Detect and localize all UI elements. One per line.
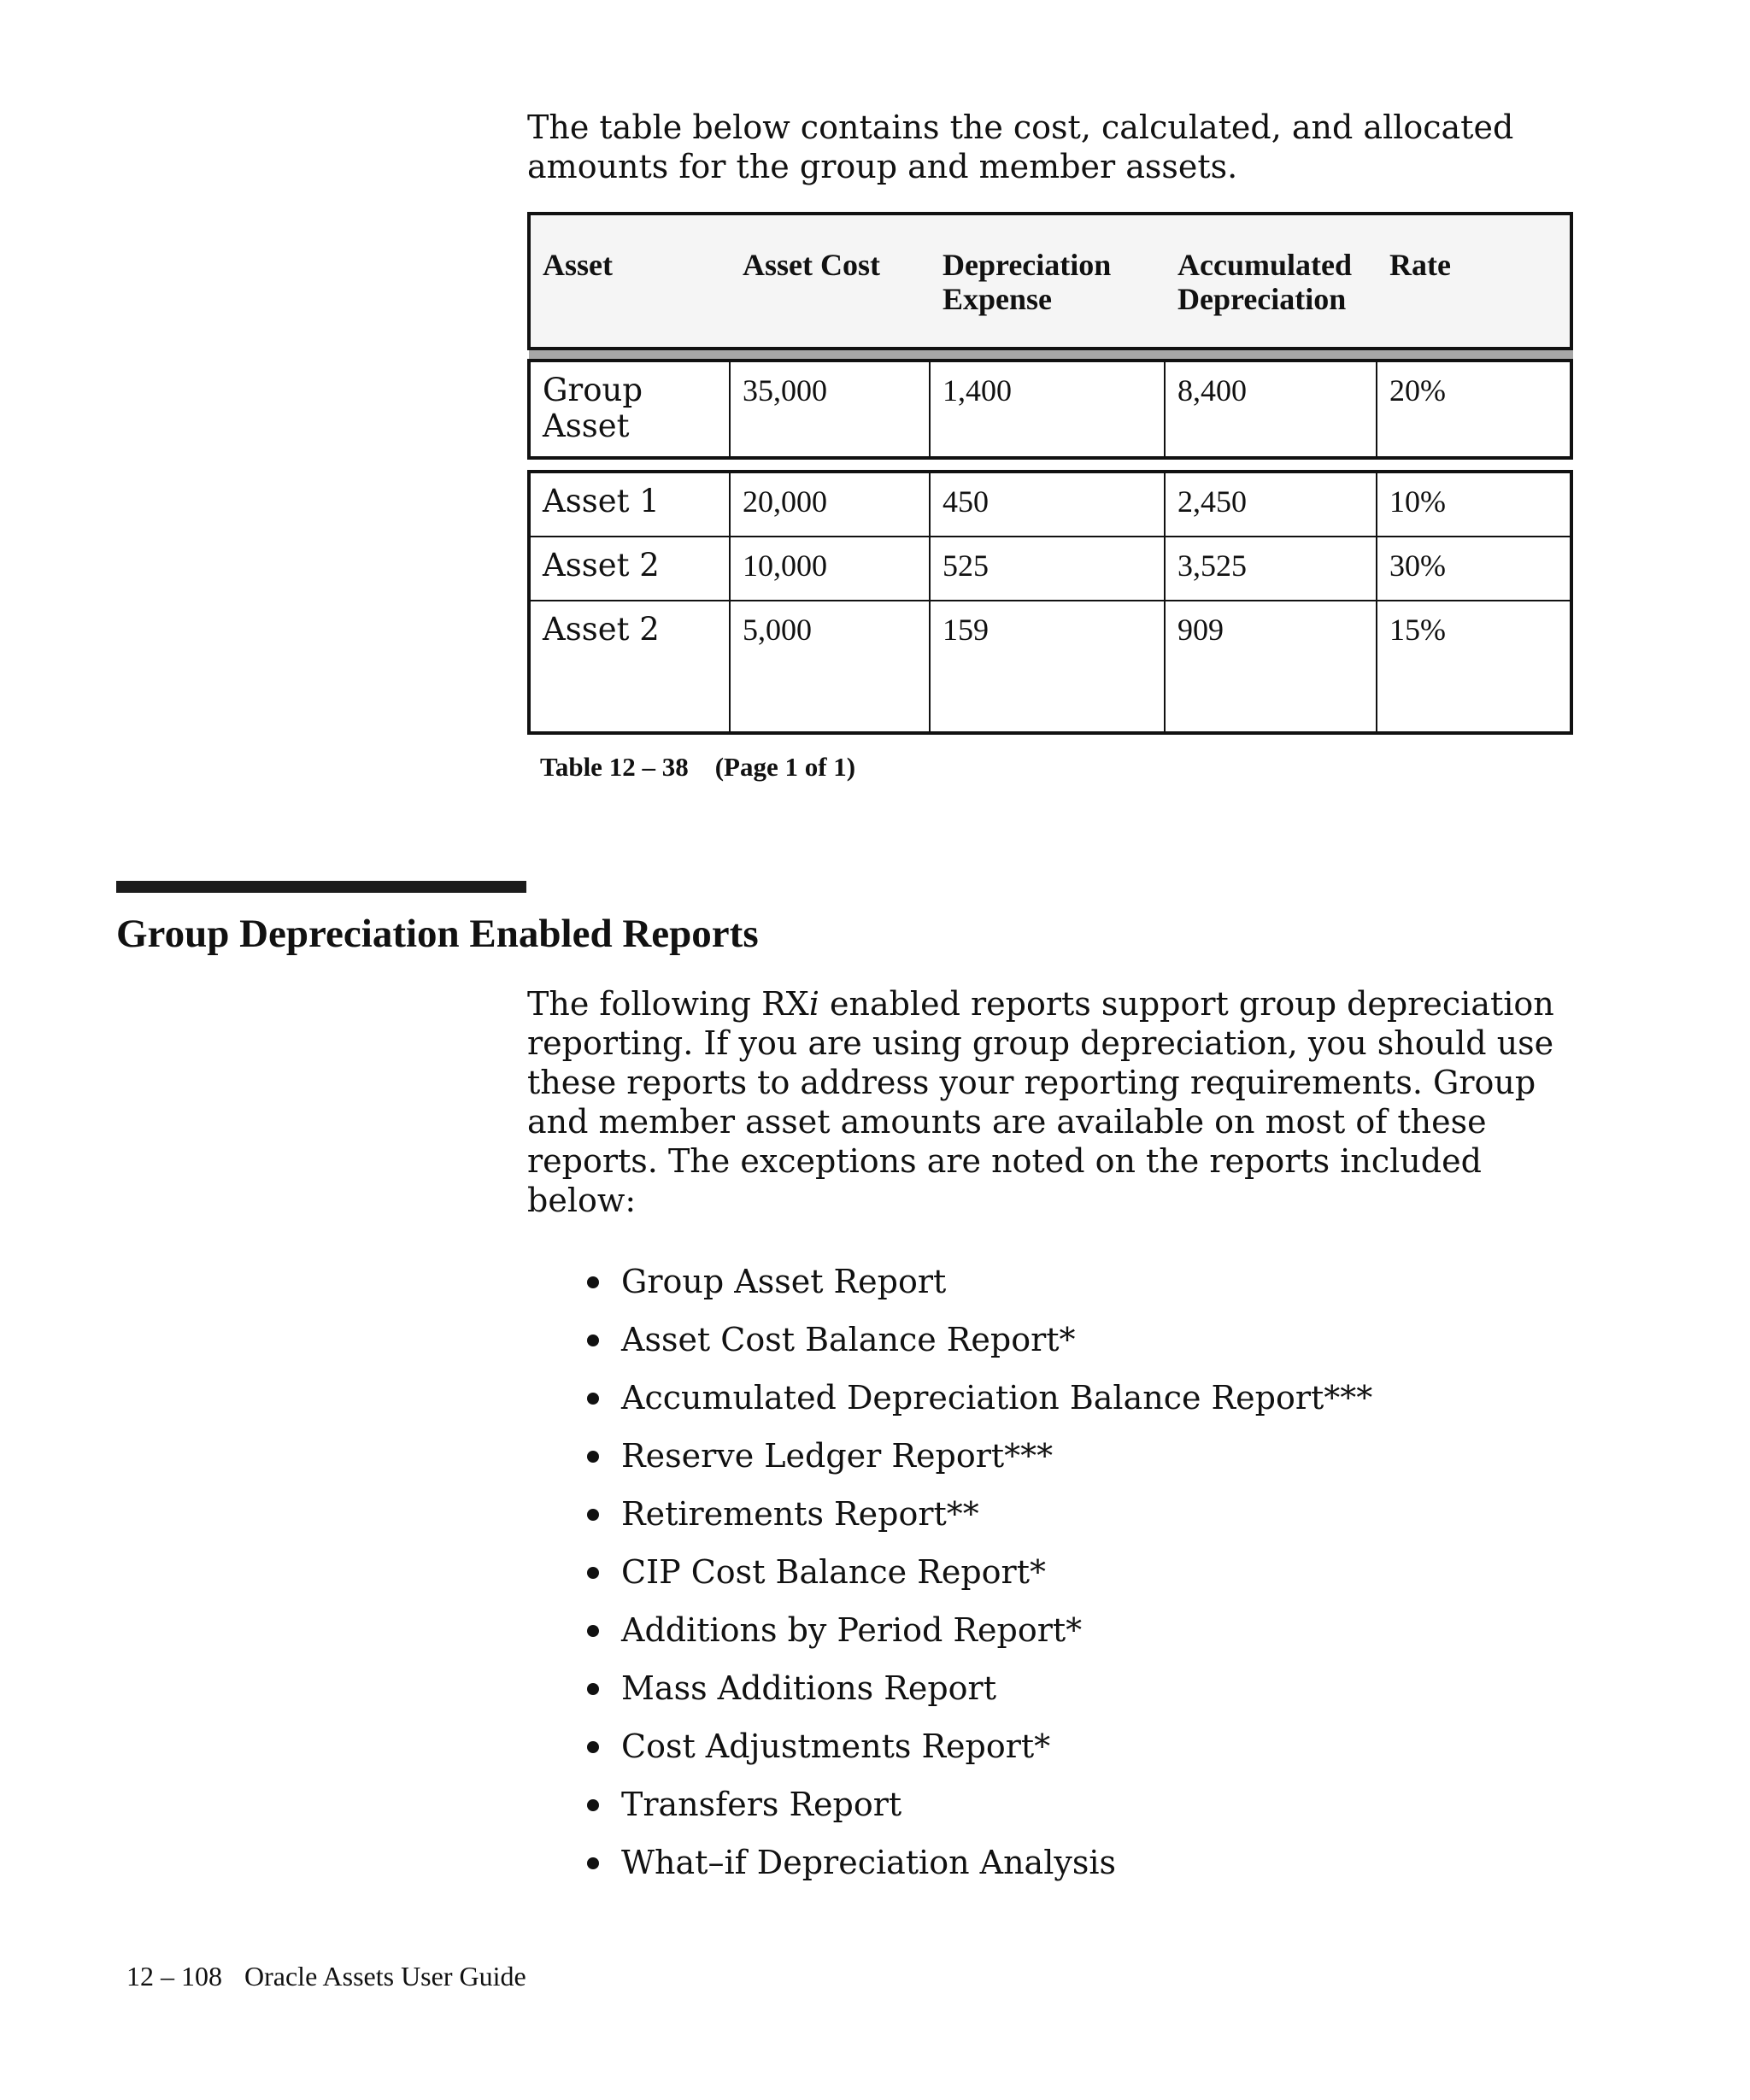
table-cell: 3,525	[1166, 537, 1377, 600]
header-asset-cost: Asset Cost	[743, 248, 880, 282]
table-cell: 20%	[1389, 373, 1446, 408]
list-item	[587, 1833, 1372, 1892]
group-row-block	[527, 359, 1573, 460]
bullet-icon	[587, 1509, 599, 1521]
table-cell: 8,400	[1166, 362, 1377, 456]
list-item	[587, 1427, 1372, 1485]
member-rows-block	[527, 470, 1573, 735]
list-item-label: Group Asset Report	[621, 1263, 947, 1300]
table-header-row	[527, 212, 1573, 350]
list-item-label: Retirements Report**	[621, 1495, 979, 1533]
para-text-italic: i	[808, 985, 819, 1023]
table-cell: 20,000	[731, 473, 931, 536]
list-item	[587, 1311, 1372, 1369]
table-row	[531, 601, 1570, 731]
bullet-icon	[587, 1567, 599, 1579]
list-item-label: Reserve Ledger Report***	[621, 1437, 1054, 1475]
table-caption	[540, 752, 855, 783]
para-text-start: The following RX	[527, 985, 809, 1023]
asset-table	[527, 212, 1573, 735]
list-item-label: Asset Cost Balance Report*	[621, 1321, 1076, 1358]
table-cell: 15%	[1389, 613, 1446, 647]
footer-page-number: 12 – 108	[126, 1961, 222, 1991]
list-item	[587, 1717, 1372, 1775]
page-footer	[126, 1961, 526, 1992]
list-item-label: CIP Cost Balance Report*	[621, 1553, 1046, 1591]
table-cell: Asset 2	[531, 537, 731, 600]
list-item-label: Cost Adjustments Report*	[621, 1728, 1051, 1765]
list-item-label: Accumulated Depreciation Balance Report***	[621, 1379, 1373, 1417]
table-cell: 159	[931, 601, 1166, 731]
list-item-label: Additions by Period Report*	[621, 1611, 1083, 1649]
bullet-icon	[587, 1799, 599, 1811]
table-row-group	[531, 362, 1570, 456]
header-accumulated-depreciation: Accumulated Depreciation	[1177, 248, 1352, 316]
footer-title: Oracle Assets User Guide	[244, 1961, 526, 1991]
bullet-icon	[587, 1393, 599, 1405]
table-cell: 525	[931, 537, 1166, 600]
list-item-label: What–if Depreciation Analysis	[621, 1844, 1116, 1881]
list-item	[587, 1485, 1372, 1543]
table-cell: Asset 2	[531, 601, 731, 731]
table-cell: Asset 1	[531, 473, 731, 536]
table-cell: 909	[1166, 601, 1377, 731]
list-item-label: Mass Additions Report	[621, 1669, 996, 1707]
table-cell: 10,000	[731, 537, 931, 600]
list-item	[587, 1543, 1372, 1601]
list-item-label: Transfers Report	[621, 1786, 902, 1823]
table-cell: 35,000	[731, 362, 931, 456]
report-list	[587, 1252, 1372, 1892]
section-divider	[116, 881, 526, 893]
table-cell: 450	[931, 473, 1166, 536]
header-depreciation-expense: Depreciation Expense	[943, 248, 1112, 316]
bullet-icon	[587, 1276, 599, 1288]
list-item	[587, 1601, 1372, 1659]
table-cell: 2,450	[1166, 473, 1377, 536]
list-item	[587, 1252, 1372, 1311]
table-cell: 30%	[1389, 548, 1446, 583]
section-paragraph	[527, 984, 1587, 1220]
section-heading: Group Depreciation Enabled Reports	[116, 912, 759, 956]
header-rate: Rate	[1389, 248, 1451, 282]
table-row	[531, 473, 1570, 537]
table-cell: 1,400	[931, 362, 1166, 456]
bullet-icon	[587, 1741, 599, 1753]
header-asset: Asset	[543, 248, 613, 282]
para-text-rest: enabled reports support group depreciation reporting. If you are using group depreciation, you should use these reports to address your reporting requirements. Group and member asset amounts are available on most of these reports. The exceptions are noted on the reports included below:	[527, 985, 1554, 1219]
bullet-icon	[587, 1683, 599, 1695]
table-row	[531, 537, 1570, 601]
table-cell: 10%	[1389, 484, 1446, 519]
bullet-icon	[587, 1451, 599, 1463]
bullet-icon	[587, 1625, 599, 1637]
table-cell: Group Asset	[531, 362, 731, 456]
bullet-icon	[587, 1334, 599, 1346]
list-item	[587, 1659, 1372, 1717]
list-item	[587, 1369, 1372, 1427]
list-item	[587, 1775, 1372, 1833]
header-shadow-divider	[529, 350, 1573, 359]
table-caption-text: Table 12 – 38 (Page 1 of 1)	[540, 752, 856, 782]
bullet-icon	[587, 1857, 599, 1869]
intro-paragraph: The table below contains the cost, calculated, and allocated amounts for the group and member assets.	[527, 109, 1514, 185]
table-cell: 5,000	[731, 601, 931, 731]
